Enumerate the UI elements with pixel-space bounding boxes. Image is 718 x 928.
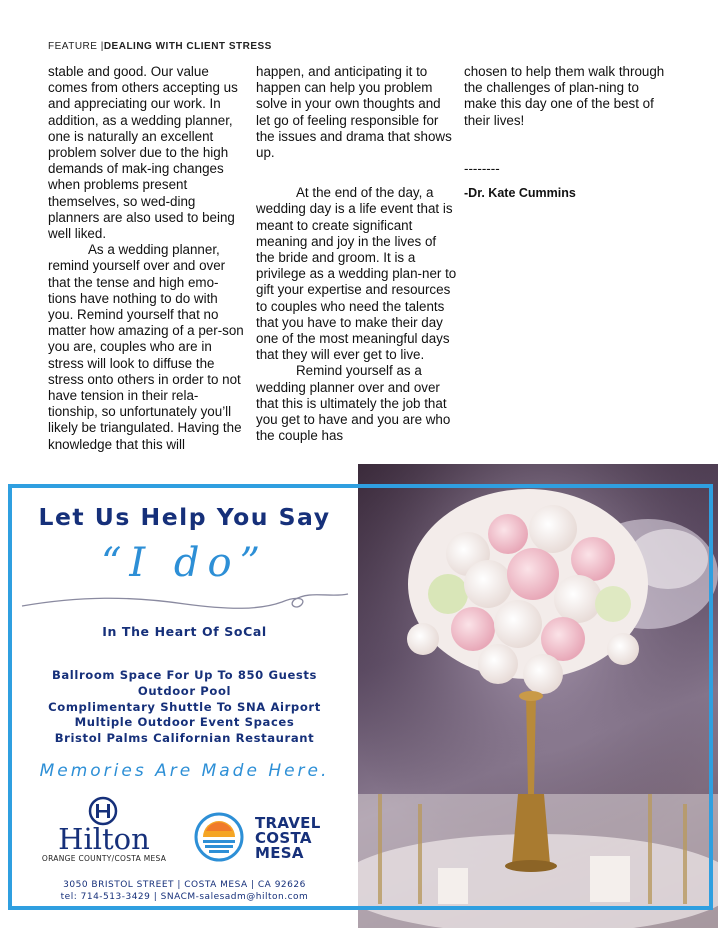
ad-feature-item: Multiple Outdoor Event Spaces — [74, 715, 295, 730]
ad-feature-item: Bristol Palms Californian Restaurant — [54, 731, 315, 746]
ad-feature-item: Ballroom Space For Up To 850 Guests — [51, 668, 318, 682]
ad-headline: Let Us Help You Say — [38, 503, 331, 531]
travel-costa-mesa-logo — [255, 816, 321, 861]
ad-feature-item: Complimentary Shuttle To SNA Airport — [48, 699, 321, 714]
signature-divider: -------- — [464, 160, 500, 176]
ad-feature-item: Outdoor Pool — [137, 683, 232, 698]
article-paragraph: stable and good. Our value comes from others accepting us and appreciating our work. In addition, as a wedding planner, one is naturally an excellent problem solver due to the high demands of mak-ing changes when problems present themselves, so wed-ding planners are also used to being well liked. — [48, 64, 238, 242]
header-separator: | — [100, 41, 104, 52]
article-column-2 — [256, 64, 458, 444]
article-column-3 — [464, 64, 670, 201]
hilton-logo — [34, 796, 174, 863]
page-header — [48, 41, 272, 52]
ad-contact-block — [12, 880, 357, 903]
flourish-divider — [20, 588, 350, 616]
ad-quote: “I do” — [100, 540, 269, 586]
ad-feature-list — [12, 668, 357, 747]
article-paragraph: chosen to help them walk through the challenges of plan-ning to make this day one of the best of their lives! — [464, 64, 665, 128]
hilton-wordmark: Hilton — [58, 822, 150, 856]
ad-subhead: In The Heart Of SoCal — [102, 624, 267, 639]
article-column-1 — [48, 64, 244, 453]
travel-logo-line: COSTA — [255, 829, 312, 847]
hilton-emblem-icon — [86, 796, 120, 826]
hilton-location: ORANGE COUNTY/COSTA MESA — [41, 854, 167, 863]
travel-logo-line: TRAVEL — [255, 814, 321, 832]
ad-address: 3050 BRISTOL STREET | COSTA MESA | CA 92626 — [63, 880, 306, 890]
article-paragraph: happen, and anticipating it to happen can help you problem solve in your own thoughts and let go of feeling responsible for the issues and drama that shows up. — [256, 64, 452, 161]
ad-tagline: Memories Are Made Here. — [39, 761, 330, 781]
article-paragraph: At the end of the day, a wedding day is a life event that is meant to create significant meaning and joy in the lives of the bride and groom. It is a privilege as a wedding plan-ner to gift your expertise and resources to couples who need the talents that you have to make their day one of the most meaningful days that they will ever get to live. — [256, 185, 457, 363]
article-paragraph: As a wedding planner, remind yourself over and over that the tense and high emo-tions have nothing to do with you. Remind yourself that no matter how amazing of a per-son you are, couples who are in stress will look to diffuse the stress onto others in order to not have tension in their rela-tionship, so unfortunately you’ll likely be triangulated. Having the knowledge that this will — [48, 242, 244, 452]
header-section-title: DEALING WITH CLIENT STRESS — [103, 41, 272, 52]
travel-costa-mesa-sun-icon — [194, 812, 244, 862]
ad-phone-email: tel: 714-513-3429 | SNACM-salesadm@hilton.com — [60, 891, 309, 902]
header-feature-label: FEATURE — [48, 41, 98, 52]
article-paragraph: Remind yourself as a wedding planner over and over that this is ultimately the job that you get to have and you are who the couple has — [256, 363, 451, 444]
author-signature: -Dr. Kate Cummins — [464, 186, 576, 201]
travel-logo-line: MESA — [255, 844, 304, 862]
